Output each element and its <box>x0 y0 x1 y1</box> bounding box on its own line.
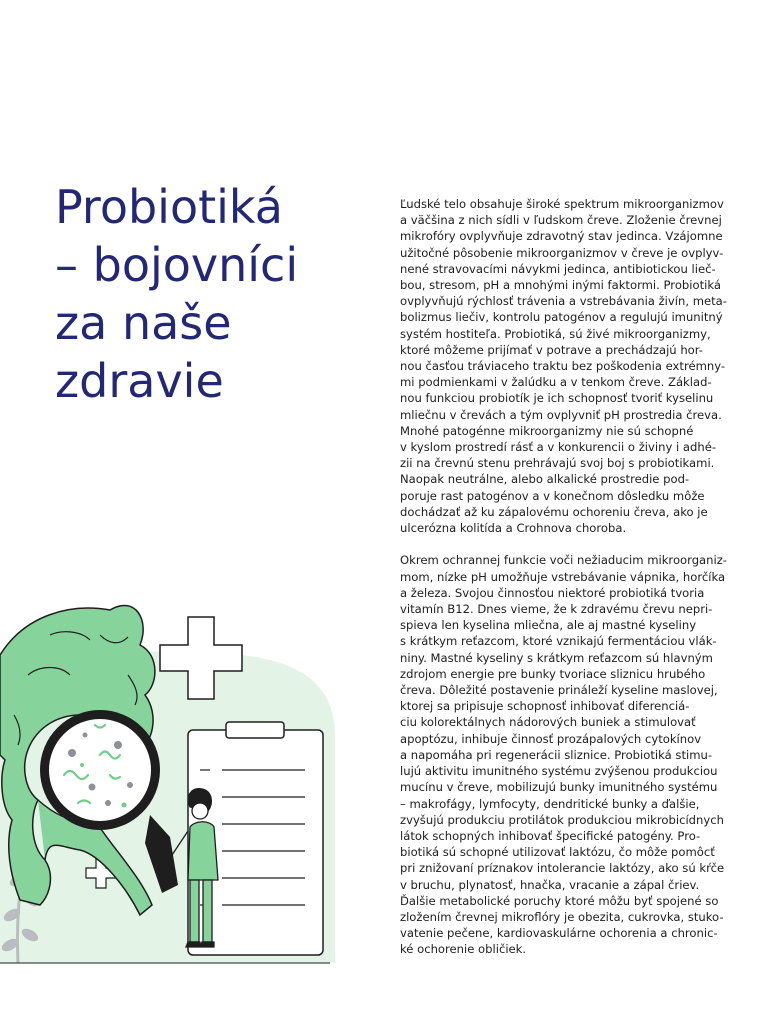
body-text-line: látok schopných inhibovať špecifické patogény. Pro- <box>400 828 701 843</box>
body-text-line: ovplyvňujú rýchlosť trávenia a vstrebávania živín, meta- <box>400 294 727 309</box>
body-text-line: pri znižovaní príznakov intolerancie laktózy, ako sú kŕče <box>400 861 725 876</box>
title-line: za naše <box>55 296 232 350</box>
gut-health-illustration <box>0 575 345 975</box>
body-text-line: Ďalšie metabolické poruchy ktoré môžu byť spojené so <box>400 893 719 908</box>
body-text-line: Mnohé patogénne mikroorganizmy nie sú schopné <box>400 423 694 438</box>
body-text-line: s krátkym reťazcom, ktoré vznikajú fermentáciou vlák- <box>400 634 717 649</box>
body-text-line: Ľudské telo obsahuje široké spektrum mikroorganizmov <box>400 197 724 211</box>
body-text-line: v kyslom prostredí rásť a v konkurencii o živiny i adhé- <box>400 440 717 455</box>
body-text-line: bolizmus liečiv, kontrolu patogénov a regulujú imunitný <box>400 310 723 325</box>
body-text-line: nené stravovacími návykmi jedinca, antibiotickou lieč- <box>400 261 716 276</box>
body-text-line: ktoré môžeme prijímať v potrave a prechádzajú hor- <box>400 342 703 357</box>
body-text-line: mikrofóry ovplyvňuje zdravotný stav jedinca. Vzájomne <box>400 229 723 244</box>
body-text-line: Naopak neutrálne, alebo alkalické prostredie pod- <box>400 472 690 487</box>
body-text-line: bou, stresom, pH a mnohými inými faktormi. Probiotiká <box>400 278 721 293</box>
body-text-line: a väčšina z nich sídli v ľudskom čreve. Zloženie črevnej <box>400 213 722 228</box>
body-text-line: užitočné pôsobenie mikroorganizmov v čreve je ovplyv- <box>400 245 724 260</box>
body-text-line: dochádzať až ku zápalovému ochoreniu čreva, ako je <box>400 504 708 519</box>
body-text-line: poruje rast patogénov a v konečnom dôsledku môže <box>400 488 705 503</box>
article-title <box>55 178 365 410</box>
body-text-line: nou funkciou probiotík je ich schopnosť tvoriť kyselinu <box>400 391 714 406</box>
body-text-line: lujú aktivitu imunitného systému zvýšenou produkciou <box>400 764 718 779</box>
body-text-line: zvyšujú produkciu protilátok produkciou mikrobicídnych <box>400 812 724 827</box>
body-text-line: Okrem ochrannej funkcie voči nežiaducim mikroorganiz- <box>400 553 727 568</box>
body-text-line: ulcerózna kolitída a Crohnova choroba. <box>400 521 627 536</box>
body-text-line: zdrojom energie pre bunky tvoriace sliznicu hrubého <box>400 666 706 681</box>
body-text-line: a železa. Svojou činnosťou niektoré probiotiká tvoria <box>400 585 705 600</box>
paragraph-gap <box>400 536 730 552</box>
title-line: zdravie <box>55 354 224 408</box>
body-text-line: nou časťou tráviaceho traktu bez poškodenia extrémny- <box>400 359 726 374</box>
body-text-line: – makrofágy, lymfocyty, dendritické bunky a ďalšie, <box>400 796 700 811</box>
body-text-line: spieva len kyselina mliečna, ale aj mastné kyseliny <box>400 618 697 633</box>
body-text-line: mliečnu v črevách a tým ovplyvniť pH prostredia čreva. <box>400 407 722 422</box>
body-text-line: vitamín B12. Dnes vieme, že k zdravému črevu nepri- <box>400 602 713 617</box>
body-text-line: ciu kolorektálnych nádorových buniek a stimulovať <box>400 715 696 730</box>
body-text-line: zložením črevnej mikroflóry je obezita, cukrovka, stuko- <box>400 909 724 924</box>
title-line: Probiotiká <box>55 180 283 234</box>
title-line: – bojovníci <box>55 238 299 292</box>
body-text-line: mucínu v čreve, mobilizujú bunky imunitného systému <box>400 780 718 795</box>
body-text-line: mi podmienkami v žalúdku a v tenkom čreve. Základ- <box>400 375 712 390</box>
body-text-line: systém hostiteľa. Probiotiká, sú živé mikroorganizmy, <box>400 326 711 341</box>
body-text-line: mom, nízke pH umožňuje vstrebávanie vápnika, horčíka <box>400 569 726 584</box>
body-text-line: vatenie pečene, kardiovaskulárne ochorenia a chronic- <box>400 926 718 941</box>
body-text-line: ktorej sa pripisuje schopnosť inhibovať diferenciá- <box>400 699 690 714</box>
body-text-line: niny. Mastné kyseliny s krátkym reťazcom sú hlavným <box>400 650 713 665</box>
body-text-line: ké ochorenie obličiek. <box>400 942 527 957</box>
body-text-line: čreva. Dôležité postavenie prináleží kyseline maslovej, <box>400 683 718 698</box>
body-text-line: zii na črevnú stenu prehrávajú svoj boj s probiotikami. <box>400 456 715 471</box>
article-body <box>400 196 730 958</box>
body-text-line: a napomáha pri regenerácii sliznice. Probiotiká stimu- <box>400 747 713 762</box>
body-text-line: v bruchu, plynatosť, hnačka, vracanie a zápal čriev. <box>400 877 700 892</box>
body-text-line: apoptózu, inhibuje činnosť prozápalových cytokínov <box>400 731 702 746</box>
body-text-line: biotiká sú schopné utilizovať laktózu, čo môže pomôcť <box>400 845 715 860</box>
